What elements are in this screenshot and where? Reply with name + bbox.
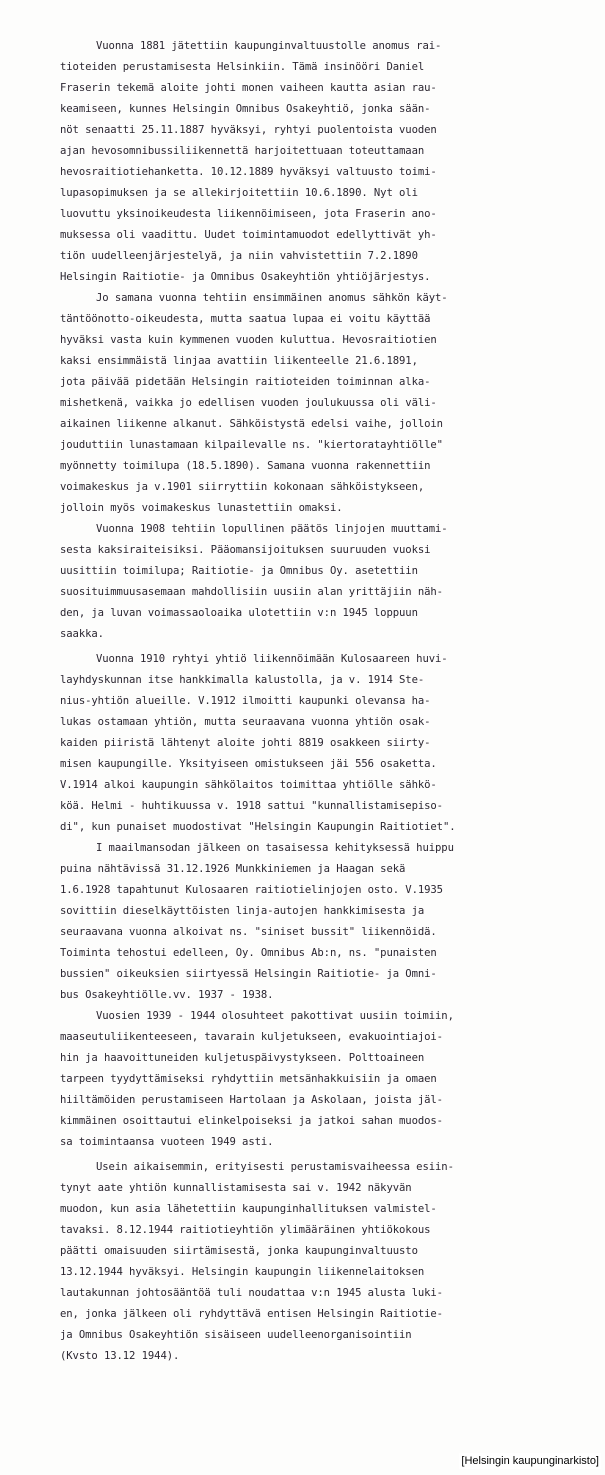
text-line: lukas ostamaan yhtiön, mutta seuraavana vuonna yhtiön osak- bbox=[60, 716, 431, 728]
paragraph-municipalisation bbox=[60, 1157, 592, 1367]
text-line: saakka. bbox=[60, 628, 104, 640]
text-line: Usein aikaisemmin, erityisesti perustamisvaiheessa esiin- bbox=[96, 1161, 454, 1173]
paragraph-post-war-development bbox=[60, 838, 592, 1006]
text-line: aikainen liikenne alkanut. Sähköistystä edelsi vaihe, jolloin bbox=[60, 418, 443, 430]
text-line: kaiden piiristä lähtenyt aloite johti 8819 osakkeen siirty- bbox=[60, 737, 431, 749]
text-line: Vuonna 1910 ryhtyi yhtiö liikennöimään Kulosaareen huvi- bbox=[96, 653, 448, 665]
text-line: jolloin myös voimakeskus lunastettiin omaksi. bbox=[60, 502, 343, 514]
paragraph-1910-kulosaari bbox=[60, 649, 592, 838]
text-line: sovittiin dieselkäyttöisten linja-autojen hankkimisesta ja bbox=[60, 905, 425, 917]
text-line: luovuttu yksinoikeudesta liikennöimiseen, jota Fraserin ano- bbox=[60, 208, 437, 220]
text-line: jota päivää pidetään Helsingin raitioteiden toiminnan alka- bbox=[60, 376, 431, 388]
text-line: nöt senaatti 25.11.1887 hyväksyi, ryhtyi puolentoista vuoden bbox=[60, 124, 437, 136]
text-line: bussien" oikeuksien siirtyessä Helsingin Raitiotie- ja Omni- bbox=[60, 968, 437, 980]
text-line: päätti omaisuuden siirtämisestä, jonka kaupunginvaltuusto bbox=[60, 1245, 418, 1257]
text-line: suosituimmuusasemaan mahdollisiin uusiin alan yrittäjiin näh- bbox=[60, 586, 443, 598]
paragraph-1939-1944 bbox=[60, 1006, 592, 1153]
paragraph-1908-double-track bbox=[60, 519, 592, 645]
text-line: en, jonka jälkeen oli ryhdyttävä entisen Helsingin Raitiotie- bbox=[60, 1308, 443, 1320]
text-line: voimakeskus ja v.1901 siirryttiin kokonaan sähköistykseen, bbox=[60, 481, 425, 493]
text-line: di", kun punaiset muodostivat "Helsingin Kaupungin Raitiotiet". bbox=[60, 821, 456, 833]
text-line: tioteiden perustamisesta Helsinkiin. Tämä insinööri Daniel bbox=[60, 61, 425, 73]
text-line: hiiltämöiden perustamiseen Hartolaan ja Askolaan, joista jäl- bbox=[60, 1094, 443, 1106]
text-line: hyväksi vasta kuin kymmenen vuoden kuluttua. Hevosraitiotien bbox=[60, 334, 437, 346]
text-line: hin ja haavoittuneiden kuljetuspäivystykseen. Polttoaineen bbox=[60, 1052, 425, 1064]
paragraph-electrification bbox=[60, 288, 592, 519]
text-line: tavaksi. 8.12.1944 raitiotieyhtiön ylimääräinen yhtiökokous bbox=[60, 1224, 431, 1236]
text-line: tiön uudelleenjärjestelyä, ja niin vahvistettiin 7.2.1890 bbox=[60, 250, 418, 262]
text-line: Fraserin tekemä aloite johti monen vaiheen kautta asian rau- bbox=[60, 82, 437, 94]
text-line: I maailmansodan jälkeen on tasaisessa kehityksessä huippu bbox=[96, 842, 454, 854]
text-line: myönnetty toimilupa (18.5.1890). Samana vuonna rakennettiin bbox=[60, 460, 431, 472]
text-line: täntöönotto-oikeudesta, mutta saatua lupaa ei voitu käyttää bbox=[60, 313, 431, 325]
text-line: Vuonna 1881 jätettiin kaupunginvaltuustolle anomus rai- bbox=[96, 40, 442, 52]
text-line: bus Osakeyhtiölle.vv. 1937 - 1938. bbox=[60, 989, 274, 1001]
text-line: mishetkenä, vaikka jo edellisen vuoden joulukuussa oli väli- bbox=[60, 397, 437, 409]
text-line: muodon, kun asia lähetettiin kaupunginhallituksen valmistel- bbox=[60, 1203, 437, 1215]
typewritten-text bbox=[60, 36, 592, 1367]
text-line: sesta kaksiraiteisiksi. Pääomansijoituksen suuruuden vuoksi bbox=[60, 544, 431, 556]
text-line: Toiminta tehostui edelleen, Oy. Omnibus Ab:n, ns. "punaisten bbox=[60, 947, 437, 959]
text-line: nius-yhtiön alueille. V.1912 ilmoitti kaupunki olevansa ha- bbox=[60, 695, 431, 707]
text-line: (Kvsto 13.12 1944). bbox=[60, 1350, 180, 1362]
text-line: maaseutuliikenteeseen, tavarain kuljetukseen, evakuointiajoi- bbox=[60, 1031, 443, 1043]
text-line: den, ja luvan voimassaoloaika ulotettiin v:n 1945 loppuun bbox=[60, 607, 418, 619]
text-line: tynyt aate yhtiön kunnallistamisesta sai v. 1942 näkyvän bbox=[60, 1182, 412, 1194]
text-line: ajan hevosomnibussiliikennettä harjoitettuaan toteuttamaan bbox=[60, 145, 425, 157]
text-line: V.1914 alkoi kaupungin sähkölaitos toimittaa yhtiölle sähkö- bbox=[60, 779, 437, 791]
text-line: kimmäinen osoittautui elinkelpoiseksi ja jatkoi sahan muodos- bbox=[60, 1115, 443, 1127]
archive-source-label: [Helsingin kaupunginarkisto] bbox=[461, 1455, 599, 1467]
text-line: keamiseen, kunnes Helsingin Omnibus Osakeyhtiö, jonka sään- bbox=[60, 103, 431, 115]
text-line: misen kaupungille. Yksityiseen omistukseen jäi 556 osaketta. bbox=[60, 758, 437, 770]
text-line: Helsingin Raitiotie- ja Omnibus Osakeyhtiön yhtiöjärjestys. bbox=[60, 271, 431, 283]
text-line: lupasopimuksen ja se allekirjoitettiin 10.6.1890. Nyt oli bbox=[60, 187, 418, 199]
text-line: lautakunnan johtosääntöä tuli noudattaa v:n 1945 alusta luki- bbox=[60, 1287, 443, 1299]
text-line: sa toimintaansa vuoteen 1949 asti. bbox=[60, 1136, 274, 1148]
text-line: köä. Helmi - huhtikuussa v. 1918 sattui "kunnallistamisepiso- bbox=[60, 800, 443, 812]
text-line: muksessa oli vaadittu. Uudet toimintamuodot edellyttivät yh- bbox=[60, 229, 437, 241]
paragraph-1881-founding bbox=[60, 36, 592, 288]
text-line: hevosraitiotiehanketta. 10.12.1889 hyväksyi valtuusto toimi- bbox=[60, 166, 437, 178]
text-line: Jo samana vuonna tehtiin ensimmäinen anomus sähkön käyt- bbox=[96, 292, 448, 304]
text-line: puina nähtävissä 31.12.1926 Munkkiniemen ja Haagan sekä bbox=[60, 863, 406, 875]
text-line: jouduttiin lunastamaan kilpailevalle ns. "kiertoratayhtiölle" bbox=[60, 439, 443, 451]
text-line: tarpeen tyydyttämiseksi ryhdyttiin metsänhakkuisiin ja omaen bbox=[60, 1073, 437, 1085]
text-line: kaksi ensimmäistä linjaa avattiin liikenteelle 21.6.1891, bbox=[60, 355, 418, 367]
text-line: Vuosien 1939 - 1944 olosuhteet pakottivat uusiin toimiin, bbox=[96, 1010, 454, 1022]
text-line: layhdyskunnan itse hankkimalla kalustolla, ja v. 1914 Ste- bbox=[60, 674, 425, 686]
text-line: ja Omnibus Osakeyhtiön sisäiseen uudelleenorganisointiin bbox=[60, 1329, 412, 1341]
text-line: 13.12.1944 hyväksyi. Helsingin kaupungin liikennelaitoksen bbox=[60, 1266, 425, 1278]
text-line: uusittiin toimilupa; Raitiotie- ja Omnibus Oy. asetettiin bbox=[60, 565, 418, 577]
text-line: Vuonna 1908 tehtiin lopullinen päätös linjojen muuttami- bbox=[96, 523, 448, 535]
text-line: seuraavana vuonna alkoivat ns. "siniset bussit" liikennöidä. bbox=[60, 926, 437, 938]
text-line: 1.6.1928 tapahtunut Kulosaaren raitiotielinjojen osto. V.1935 bbox=[60, 884, 443, 896]
